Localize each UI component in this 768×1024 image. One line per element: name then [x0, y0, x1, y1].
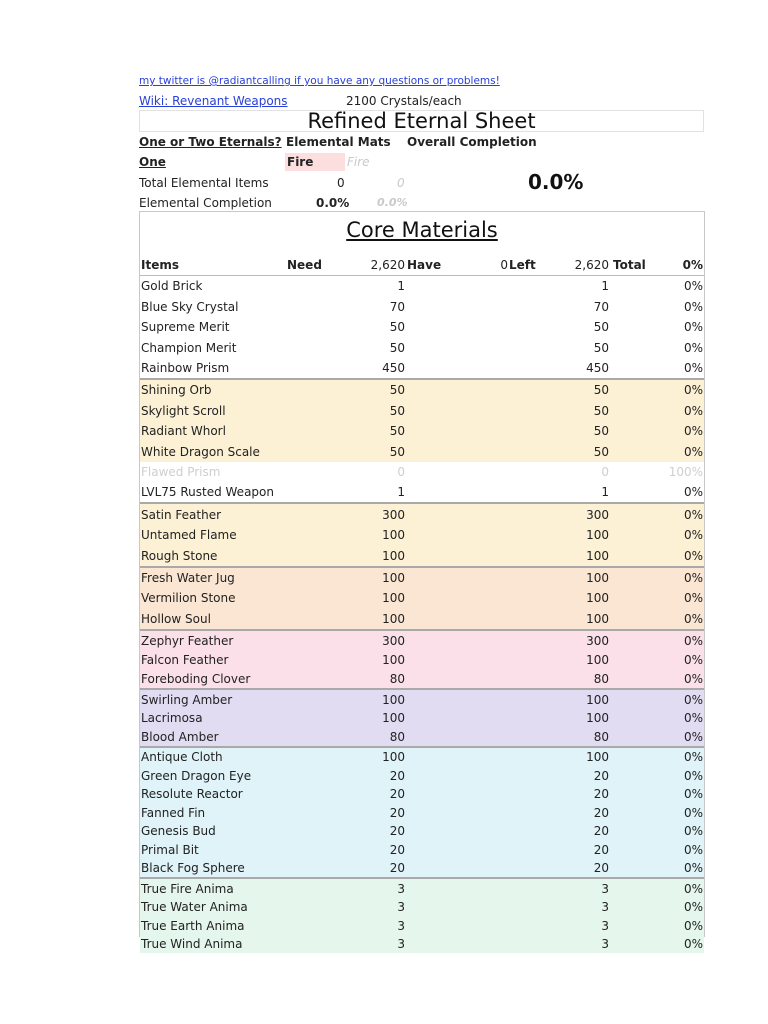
item-name: Lacrimosa [141, 711, 203, 725]
need-value: 20 [389, 861, 405, 875]
completion-percent: 0% [683, 842, 703, 857]
item-name: Fresh Water Jug [141, 571, 235, 585]
completion-percent: 0% [683, 279, 703, 293]
completion-percent: 0% [683, 787, 703, 801]
need-value: 300 [382, 507, 405, 522]
table-row [140, 525, 704, 545]
completion-percent: 0% [683, 320, 703, 334]
completion-percent: 0% [683, 900, 703, 914]
table-row [140, 421, 704, 441]
completion-percent: 0% [683, 528, 703, 542]
item-name: Genesis Bud [141, 824, 216, 838]
table-row [140, 441, 704, 462]
table-row [140, 709, 704, 727]
left-value: 3 [601, 900, 609, 914]
completion-percent: 0% [683, 881, 703, 896]
need-value: 20 [389, 805, 405, 820]
need-value: 100 [382, 528, 405, 542]
completion-percent: 0% [683, 729, 703, 744]
table-row [140, 629, 704, 651]
overall-completion-label: Overall Completion [407, 135, 537, 149]
left-value: 80 [593, 729, 609, 744]
completion-percent: 0% [683, 671, 703, 686]
sheet-title: Refined Eternal Sheet [307, 109, 536, 133]
need-value: 1 [397, 485, 405, 499]
table-row [140, 840, 704, 859]
completion-percent: 0% [683, 861, 703, 875]
col-items: Items [141, 258, 179, 272]
need-value: 300 [382, 634, 405, 648]
need-value: 1 [397, 279, 405, 293]
table-row [140, 803, 704, 822]
title-cell [139, 110, 704, 132]
completion-percent: 0% [683, 591, 703, 605]
completion-percent: 0% [683, 548, 703, 563]
left-value: 70 [593, 299, 609, 314]
table-row [140, 400, 704, 421]
completion-percent: 0% [683, 692, 703, 707]
left-value: 3 [601, 918, 609, 933]
need-value: 20 [389, 842, 405, 857]
left-value: 50 [593, 403, 609, 418]
completion-percent: 0% [683, 444, 703, 459]
left-value: 20 [593, 842, 609, 857]
completion-percent: 0% [683, 611, 703, 626]
table-row [140, 785, 704, 803]
item-name: Flawed Prism [141, 465, 221, 479]
table-row [140, 378, 704, 400]
left-value: 20 [593, 861, 609, 875]
left-value: 1 [601, 485, 609, 499]
need-value: 50 [389, 383, 405, 397]
need-value: 20 [389, 787, 405, 801]
table-row [140, 822, 704, 840]
left-value: 0 [601, 465, 609, 479]
left-value: 3 [601, 937, 609, 951]
item-name: Gold Brick [141, 279, 203, 293]
need-value: 100 [382, 591, 405, 605]
table-row [140, 482, 704, 502]
need-value: 3 [397, 881, 405, 896]
need-value: 70 [389, 299, 405, 314]
completion-percent: 0% [683, 711, 703, 725]
item-name: Rough Stone [141, 548, 218, 563]
table-row [140, 651, 704, 669]
need-value: 50 [389, 403, 405, 418]
crystals-note: 2100 Crystals/each [346, 94, 462, 108]
need-value: 50 [389, 424, 405, 438]
item-name: Champion Merit [141, 340, 237, 355]
need-value: 50 [389, 444, 405, 459]
left-value: 450 [586, 361, 609, 375]
col-have-total: 0 [500, 258, 508, 272]
table-row [140, 916, 704, 935]
item-name: Satin Feather [141, 507, 222, 522]
left-value: 20 [593, 768, 609, 783]
item-name: True Water Anima [141, 900, 248, 914]
element-select[interactable]: Fire [287, 155, 314, 169]
need-value: 20 [389, 824, 405, 838]
wiki-link[interactable]: Wiki: Revenant Weapons [139, 94, 288, 108]
item-name: Shining Orb [141, 383, 212, 397]
table-row [140, 337, 704, 358]
left-value: 50 [593, 444, 609, 459]
table-row [140, 877, 704, 898]
table-row [140, 859, 704, 877]
table-row [140, 566, 704, 588]
completion-percent: 0% [683, 768, 703, 783]
need-value: 100 [382, 711, 405, 725]
twitter-link[interactable]: my twitter is @radiantcalling if you have any questions or problems! [139, 75, 500, 87]
need-value: 100 [382, 571, 405, 585]
total-elemental-items-value: 0 [337, 176, 345, 190]
need-value: 3 [397, 937, 405, 951]
item-name: LVL75 Rusted Weapon [141, 485, 274, 499]
completion-percent: 0% [683, 424, 703, 438]
total-elemental-items-label: Total Elemental Items [139, 176, 269, 190]
col-total-pct: 0% [682, 258, 703, 272]
need-value: 100 [382, 548, 405, 563]
need-value: 3 [397, 900, 405, 914]
left-value: 100 [586, 548, 609, 563]
completion-percent: 0% [683, 299, 703, 314]
completion-percent: 0% [683, 634, 703, 648]
elemental-completion-value: 0.0% [316, 196, 350, 210]
table-row [140, 688, 704, 709]
column-header-row [140, 255, 704, 276]
completion-percent: 0% [683, 750, 703, 764]
col-need: Need [287, 258, 322, 272]
need-value: 80 [389, 729, 405, 744]
need-value: 3 [397, 918, 405, 933]
table-row [140, 317, 704, 337]
overall-completion-value: 0.0% [528, 170, 584, 194]
item-name: Primal Bit [141, 842, 199, 857]
left-value: 20 [593, 805, 609, 820]
elemental-mats-label: Elemental Mats [286, 135, 391, 149]
col-have: Have [407, 258, 442, 272]
item-name: Vermilion Stone [141, 591, 236, 605]
elemental-completion-ghost: 0.0% [377, 196, 408, 209]
eternals-label: One or Two Eternals? [139, 135, 282, 149]
left-value: 50 [593, 340, 609, 355]
item-name: True Earth Anima [141, 918, 245, 933]
item-name: Antique Cloth [141, 750, 223, 764]
table-row [140, 746, 704, 766]
left-value: 100 [586, 711, 609, 725]
item-name: True Fire Anima [141, 881, 234, 896]
completion-percent: 0% [683, 918, 703, 933]
completion-percent: 0% [683, 571, 703, 585]
table-row [140, 935, 704, 953]
table-row [140, 462, 704, 482]
left-value: 100 [586, 692, 609, 707]
element-ghost-value: Fire [347, 155, 370, 169]
item-name: Supreme Merit [141, 320, 230, 334]
completion-percent: 0% [683, 383, 703, 397]
table-row [140, 898, 704, 916]
eternals-select[interactable]: One [139, 155, 166, 169]
left-value: 1 [601, 279, 609, 293]
item-name: Foreboding Clover [141, 671, 251, 686]
completion-percent: 0% [683, 403, 703, 418]
core-materials-title: Core Materials [346, 218, 498, 242]
need-value: 50 [389, 320, 405, 334]
need-value: 100 [382, 653, 405, 667]
left-value: 20 [593, 824, 609, 838]
item-name: Skylight Scroll [141, 403, 226, 418]
item-name: Untamed Flame [141, 528, 237, 542]
left-value: 20 [593, 787, 609, 801]
item-name: Falcon Feather [141, 653, 229, 667]
completion-percent: 0% [683, 824, 703, 838]
completion-percent: 0% [683, 485, 703, 499]
item-name: Hollow Soul [141, 611, 211, 626]
completion-percent: 100% [668, 465, 703, 479]
item-name: Radiant Whorl [141, 424, 226, 438]
item-name: Resolute Reactor [141, 787, 243, 801]
need-value: 20 [389, 768, 405, 783]
completion-percent: 0% [683, 361, 703, 375]
col-need-total: 2,620 [370, 258, 405, 272]
table-row [140, 296, 704, 317]
completion-percent: 0% [683, 653, 703, 667]
item-name: Black Fog Sphere [141, 861, 245, 875]
need-value: 100 [382, 750, 405, 764]
item-name: Blue Sky Crystal [141, 299, 239, 314]
table-row [140, 276, 704, 296]
need-value: 100 [382, 611, 405, 626]
table-row [140, 545, 704, 566]
item-name: Swirling Amber [141, 692, 233, 707]
table-row [140, 502, 704, 525]
need-value: 0 [397, 465, 405, 479]
left-value: 100 [586, 611, 609, 626]
table-row [140, 588, 704, 608]
item-name: True Wind Anima [141, 937, 243, 951]
table-row [140, 766, 704, 785]
need-value: 80 [389, 671, 405, 686]
need-value: 100 [382, 692, 405, 707]
item-name: Blood Amber [141, 729, 219, 744]
completion-percent: 0% [683, 340, 703, 355]
left-value: 50 [593, 424, 609, 438]
table-row [140, 608, 704, 629]
left-value: 100 [586, 750, 609, 764]
item-name: Fanned Fin [141, 805, 206, 820]
table-row [140, 669, 704, 688]
core-materials-table [139, 211, 705, 951]
item-name: White Dragon Scale [141, 444, 260, 459]
completion-percent: 0% [683, 507, 703, 522]
left-value: 50 [593, 320, 609, 334]
completion-percent: 0% [683, 805, 703, 820]
left-value: 100 [586, 653, 609, 667]
need-value: 450 [382, 361, 405, 375]
left-value: 100 [586, 528, 609, 542]
left-value: 80 [593, 671, 609, 686]
left-value: 100 [586, 571, 609, 585]
left-value: 50 [593, 383, 609, 397]
col-total: Total [613, 258, 646, 272]
need-value: 50 [389, 340, 405, 355]
item-name: Zephyr Feather [141, 634, 234, 648]
left-value: 300 [586, 507, 609, 522]
left-value: 3 [601, 881, 609, 896]
table-row [140, 727, 704, 746]
completion-percent: 0% [683, 937, 703, 951]
left-value: 300 [586, 634, 609, 648]
elemental-completion-label: Elemental Completion [139, 196, 272, 210]
table-row [140, 358, 704, 378]
item-name: Rainbow Prism [141, 361, 230, 375]
material-rows [140, 276, 704, 953]
item-name: Green Dragon Eye [141, 768, 252, 783]
left-value: 100 [586, 591, 609, 605]
col-left-total: 2,620 [574, 258, 609, 272]
col-left: Left [509, 258, 536, 272]
total-elemental-items-ghost: 0 [397, 176, 405, 190]
